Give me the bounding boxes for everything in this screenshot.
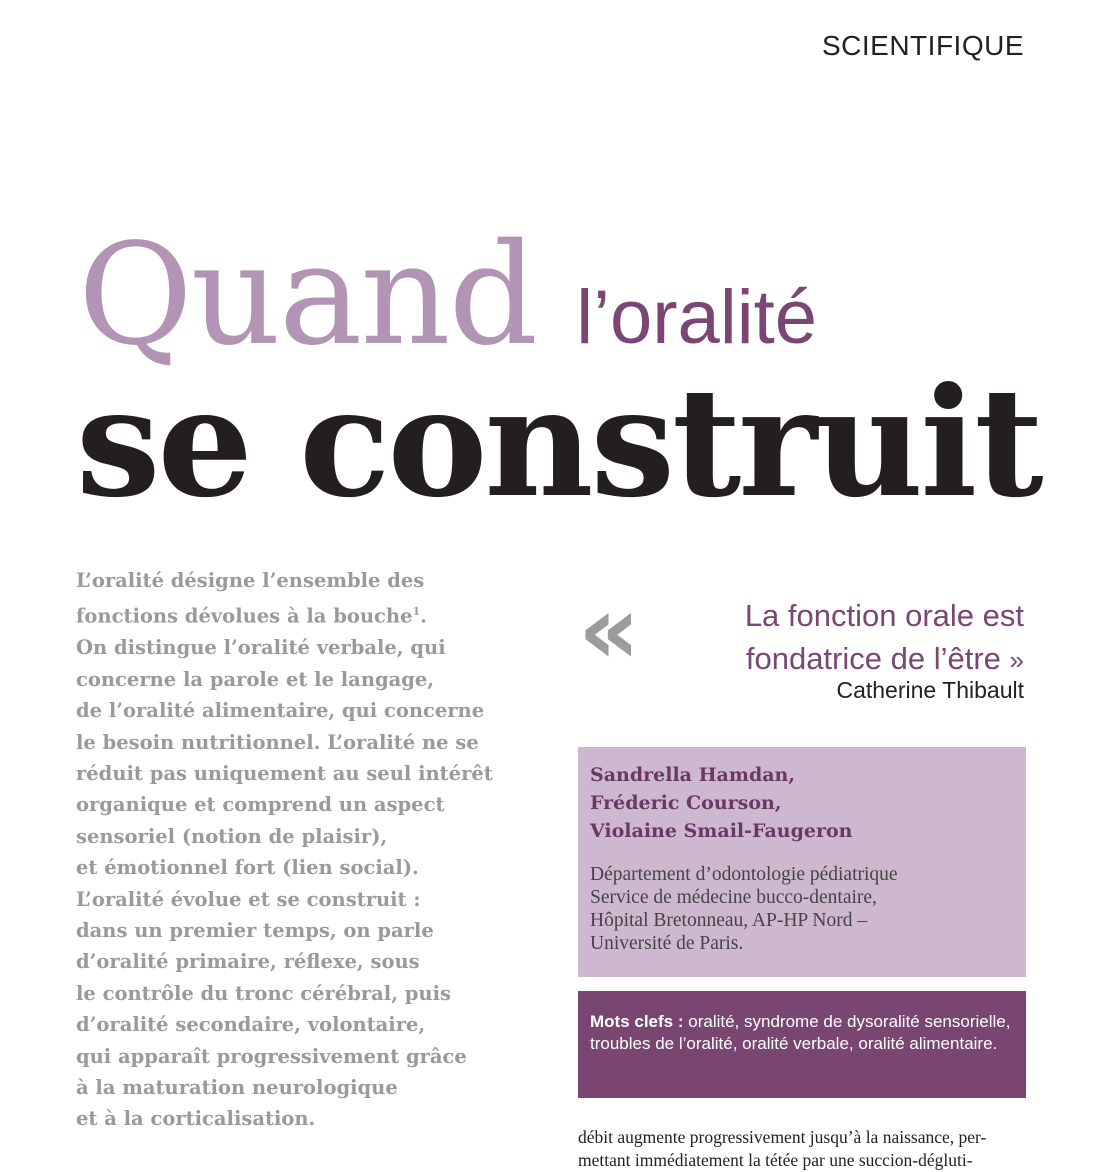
intro-line: à la maturation neurologique (76, 1076, 398, 1099)
pull-quote (745, 594, 1024, 682)
article-title-line1 (78, 214, 817, 377)
author-name: Violaine Smail-Faugeron (590, 820, 853, 842)
title-word-oralite: l’oralité (576, 275, 817, 360)
authors-box (578, 747, 1026, 977)
intro-line: organique et comprend un aspect (76, 793, 445, 817)
intro-line: fonctions dévolues à la bouche$^1$. (76, 604, 427, 628)
author-affiliation (590, 863, 1014, 955)
intro-line: de l’oralité alimentaire, qui concerne (76, 699, 485, 723)
quote-close-mark: » (1009, 645, 1024, 675)
author-name: Fréderic Courson, (590, 792, 782, 814)
intro-line: qui apparaît progressivement grâce (76, 1044, 467, 1068)
body-line: débit augmente progressivement jusqu’à la naissance, per- (578, 1127, 987, 1147)
intro-line: le besoin nutritionnel. L’oralité ne se (76, 730, 479, 754)
intro-line: et émotionnel fort (lien social). (76, 856, 419, 880)
keywords-box (578, 991, 1026, 1098)
title-word-quand: Quand (78, 214, 537, 377)
intro-line: dans un premier temps, on parle (76, 918, 434, 942)
author-name: Sandrella Hamdan, (590, 764, 795, 786)
intro-line: On distingue l’oralité verbale, qui (76, 636, 446, 660)
quote-line: fondatrice de l’être » (745, 641, 1024, 676)
intro-line: d’oralité secondaire, volontaire, (76, 1013, 426, 1037)
section-label: SCIENTIFIQUE (821, 30, 1024, 61)
body-line: mettant immédiatement la tétée par une succion-dégluti- (578, 1150, 973, 1170)
keywords-text: oralité, syndrome de dysoralité sensorielle, troubles de l’oralité, oralité verbale, oralité alimentaire. (590, 1012, 1011, 1053)
quote-author: Catherine Thibault (836, 677, 1024, 703)
article-title-line2: se construit (76, 355, 1041, 531)
footnote-ref: 1 (412, 605, 421, 619)
affiliation-line: Hôpital Bretonneau, AP-HP Nord – (590, 910, 868, 931)
intro-paragraph (76, 565, 546, 1135)
intro-line: sensoriel (notion de plaisir), (76, 824, 388, 848)
quote-open-mark: « (578, 574, 641, 686)
affiliation-line: Département d’odontologie pédiatrique (590, 864, 898, 885)
intro-line: concerne la parole et le langage, (76, 667, 435, 691)
quote-line: La fonction orale est (744, 598, 1024, 633)
intro-line: L’oralité évolue et se construit : (76, 887, 421, 911)
intro-line: le contrôle du tronc cérébral, puis (76, 981, 451, 1005)
intro-line: réduit pas uniquement au seul intérêt (76, 761, 493, 785)
affiliation-line: Université de Paris. (590, 933, 744, 954)
keywords-label: Mots clefs : (590, 1012, 684, 1031)
affiliation-line: Service de médecine bucco-dentaire, (590, 887, 877, 908)
body-text (578, 1126, 1026, 1172)
intro-line: L’oralité désigne l’ensemble des (76, 569, 425, 592)
intro-line: d’oralité primaire, réflexe, sous (76, 950, 420, 974)
intro-line: et à la corticalisation. (76, 1107, 316, 1131)
